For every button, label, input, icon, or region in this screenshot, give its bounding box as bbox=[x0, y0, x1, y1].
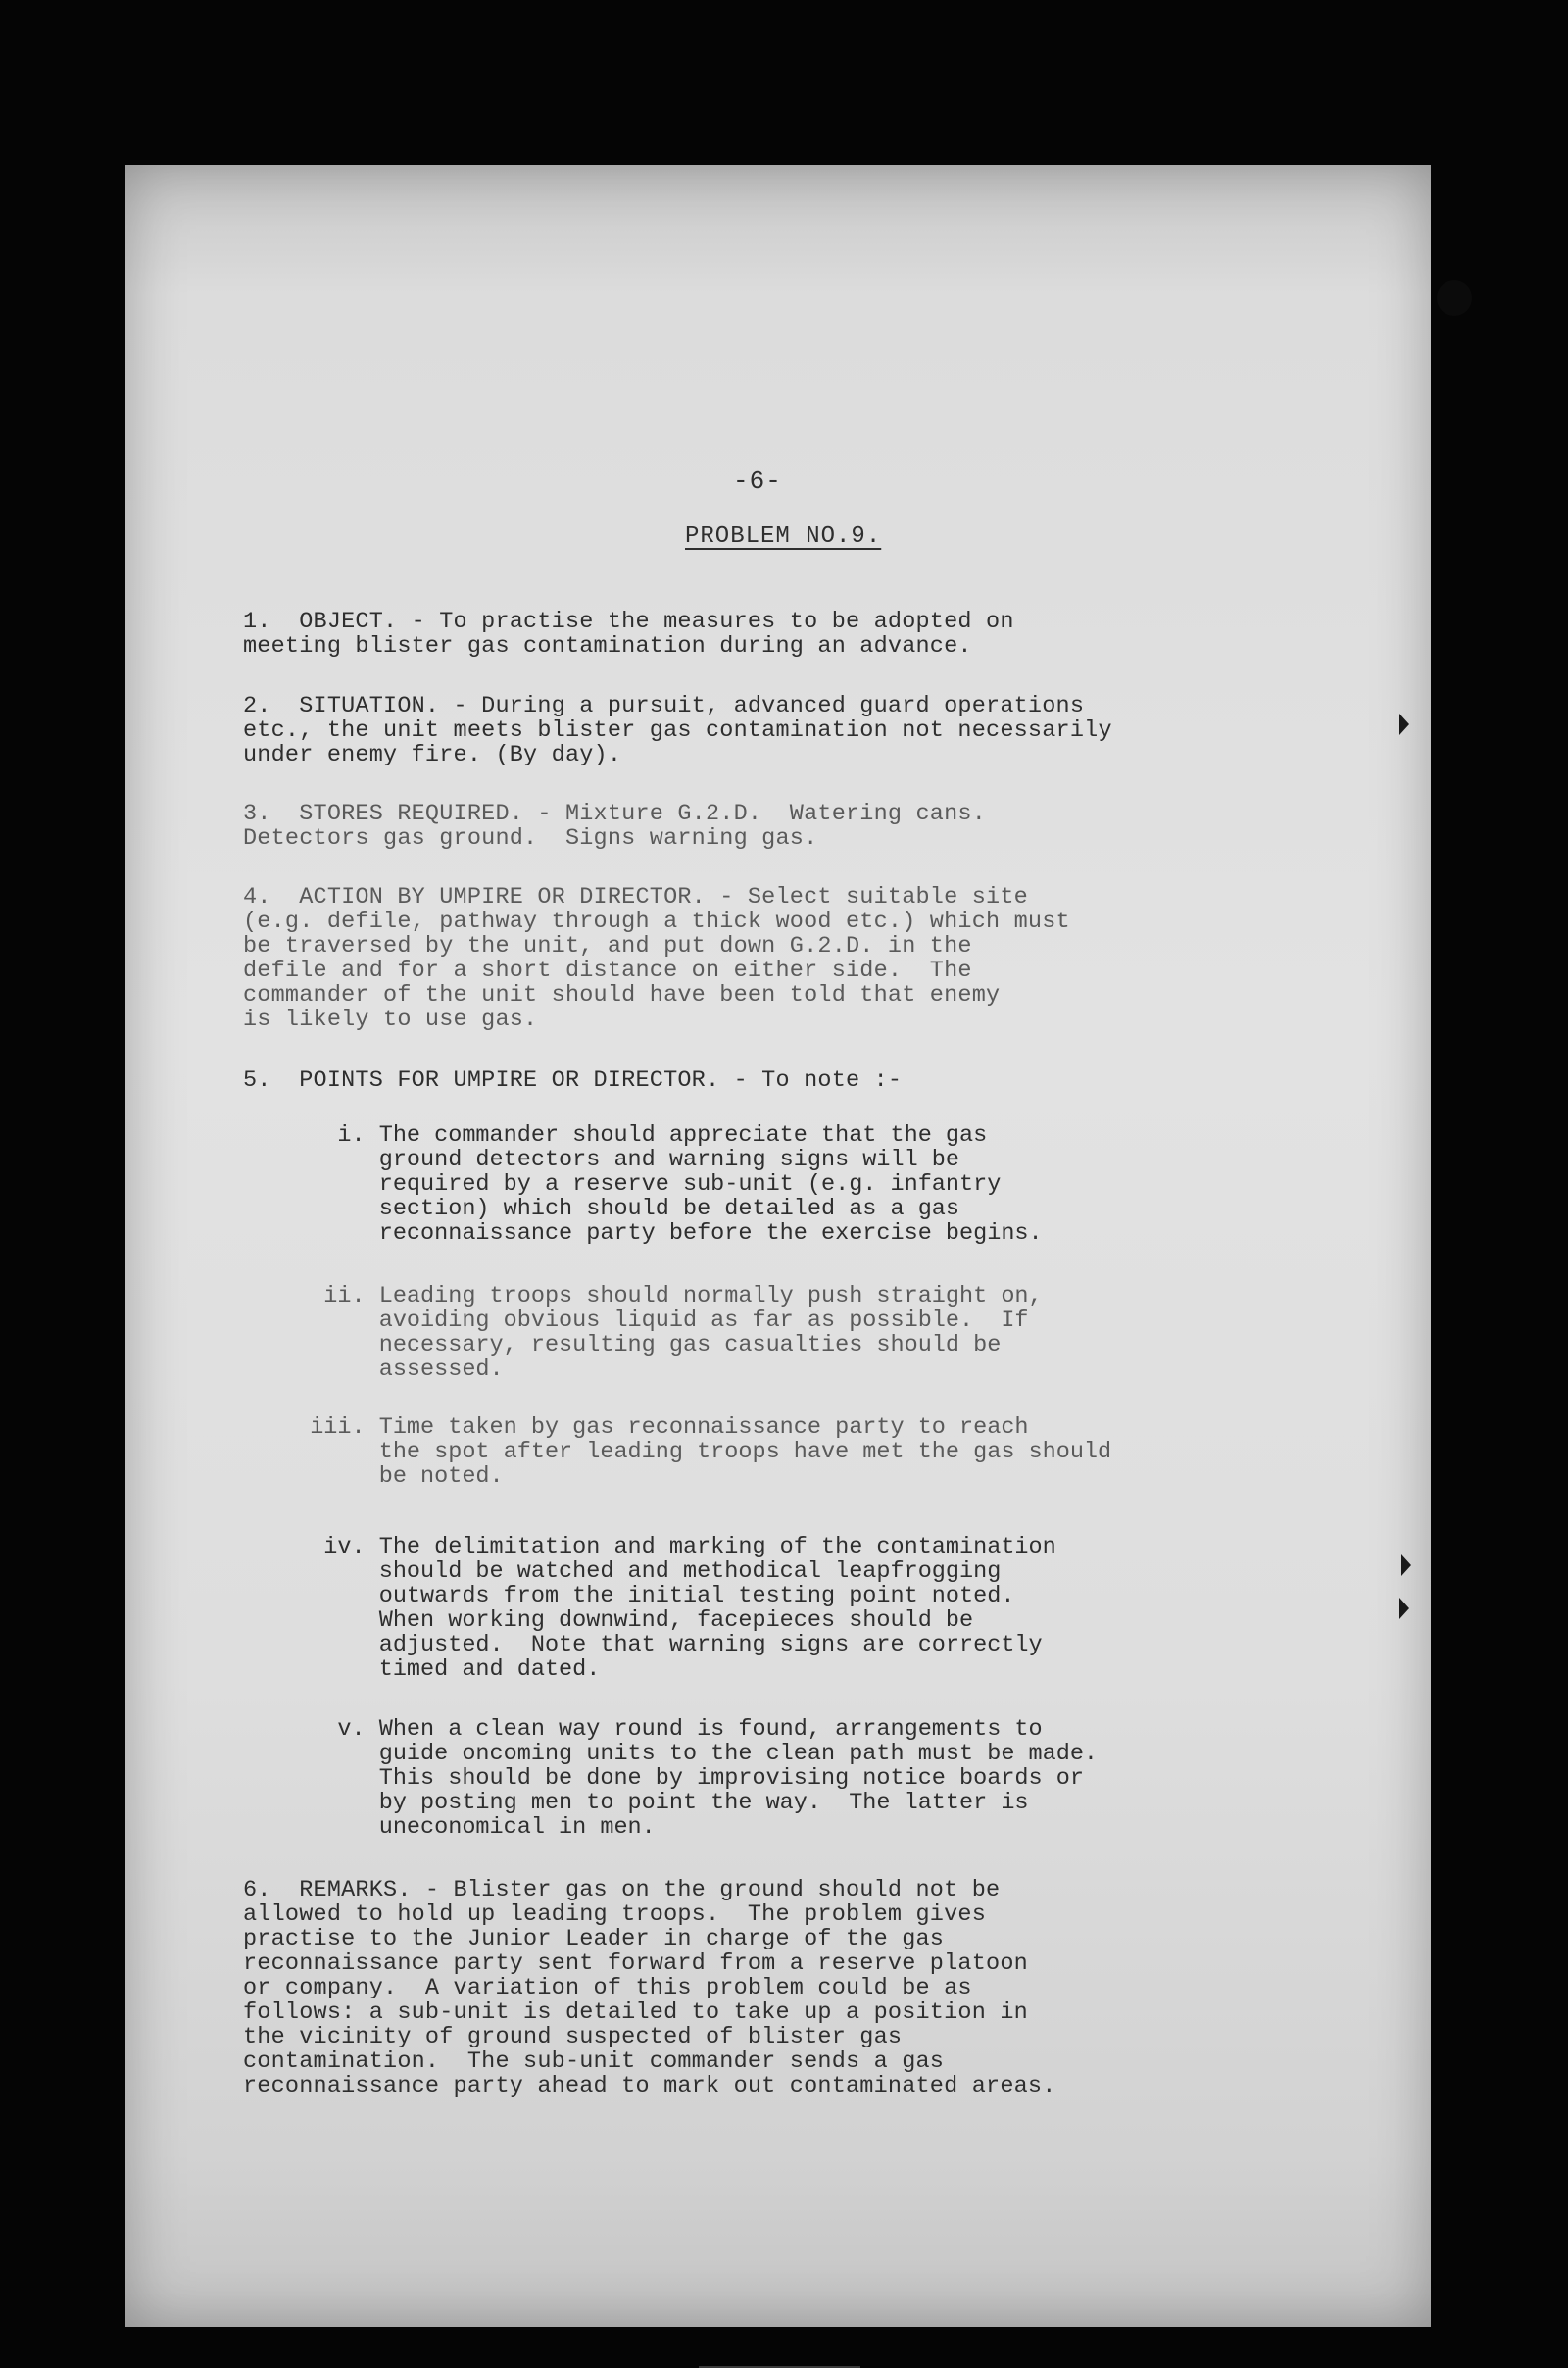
paragraph-object: 1. OBJECT. - To practise the measures to be adopted on meeting blister gas contamination during an advance. bbox=[243, 609, 1014, 660]
page-title: PROBLEM NO.9. bbox=[685, 523, 882, 550]
punch-hole bbox=[1437, 280, 1472, 316]
point-item: v. When a clean way round is found, arrangements to guide oncoming units to the clean path must be made. This should be done by improvising notice boards or by posting men to point the way. The latter is uneconomical in men. bbox=[337, 1716, 1099, 1841]
paragraph-remarks: 6. REMARKS. - Blister gas on the ground should not be allowed to hold up leading troops. The problem gives practise to the Junior Leader in charge of the gas reconnaissance party sent forward from a reserve platoon or company. A variation of this problem could be as follows: a sub-unit is detailed to take up a position in the vicinity of ground suspected of blister gas contamination. The sub-unit commander sends a gas reconnaissance party ahead to mark out contaminated areas. bbox=[243, 1877, 1056, 2099]
edge-mark bbox=[1399, 714, 1409, 735]
edge-mark bbox=[1399, 1598, 1409, 1619]
point-item: iii. Time taken by gas reconnaissance party to reach the spot after leading troops have met the gas should be noted. bbox=[310, 1414, 1112, 1490]
paragraph-points-heading: 5. POINTS FOR UMPIRE OR DIRECTOR. - To note :- bbox=[243, 1067, 903, 1094]
paragraph-action: 4. ACTION BY UMPIRE OR DIRECTOR. - Select suitable site (e.g. defile, pathway through a thick wood etc.) which must be traversed by the unit, and put down G.2.D. in the defile and for a short distance on either side. The commander of the unit should have been told that enemy is likely to use gas. bbox=[243, 884, 1070, 1033]
paragraph-stores: 3. STORES REQUIRED. - Mixture G.2.D. Watering cans. Detectors gas ground. Signs warning gas. bbox=[243, 801, 987, 852]
point-item: ii. Leading troops should normally push straight on, avoiding obvious liquid as far as possible. If necessary, resulting gas casualties should be assessed. bbox=[323, 1283, 1043, 1383]
paragraph-situation: 2. SITUATION. - During a pursuit, advanced guard operations etc., the unit meets blister gas contamination not necessarily under enemy fire. (By day). bbox=[243, 693, 1112, 768]
edge-mark bbox=[1401, 1554, 1411, 1576]
page-number: -6- bbox=[733, 467, 782, 496]
point-item: i. The commander should appreciate that the gas ground detectors and warning signs will be required by a reserve sub-unit (e.g. infantry section) which should be detailed as a gas reconnaissance party before the exercise begins. bbox=[337, 1122, 1043, 1247]
typed-page bbox=[125, 165, 1431, 2327]
point-item: iv. The delimitation and marking of the contamination should be watched and methodical leapfrogging outwards from the initial testing point noted. When working downwind, facepieces should be adjusted. Note that warning signs are correctly timed and dated. bbox=[323, 1534, 1056, 1683]
